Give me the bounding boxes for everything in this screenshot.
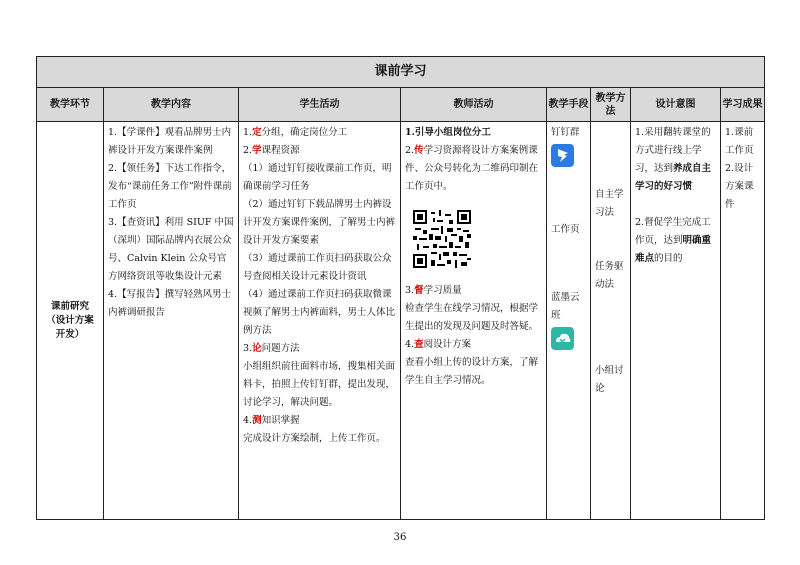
student-subitem: （1）通过钉钉接收课前工作页，明确课前学习任务 [243,163,392,192]
intent-2: 2.督促学生完成工作页，达到明确重难点的目的 [635,217,712,264]
result-item: 1.课前工作页 [725,127,754,156]
results-cell [721,122,765,520]
teacher-step-2: 2.传学习资源将设计方案案例课件、公众号转化为二维码印制在工作页中。 [405,145,539,192]
content-item: 4.【写报告】撰写轻熟风男士内裤调研报告 [108,289,232,318]
means-workpage-label: 工作页 [551,224,580,235]
header-content: 教学内容 [104,88,239,122]
teacher-step-3-text: 检查学生在线学习情况，根据学生提出的发现及问题及时答疑。 [405,303,539,332]
teacher-cell [401,122,547,520]
method-cell [591,122,631,520]
content-item: 2.【领任务】下达工作指令，发布“课前任务工作”附件课前工作页 [108,163,232,210]
header-stage: 教学环节 [37,88,104,122]
student-step-3: 3.论问题方法 [243,343,300,354]
means-lanmo-label: 蓝墨云班 [551,292,580,321]
page-number: 36 [393,532,407,543]
student-step-2: 2.学课程资源 [243,145,300,156]
method-self-study: 自主学习法 [595,189,624,218]
stage-label: 课前研究（设计方案开发） [46,300,94,340]
dingtalk-icon [551,144,574,167]
header-means: 教学手段 [547,88,591,122]
header-intent: 设计意图 [631,88,721,122]
student-subitem: （2）通过钉钉下载品牌男士内裤设计开发方案课件案例，了解男士内裤设计开发方案要素 [243,199,396,246]
lanmo-cloud-icon [551,327,574,350]
content-item: 3.【查资讯】利用 SIUF 中国（深圳）国际品牌内衣展公众号、Calvin Klein 公众号官方网络资讯等收集设计元素 [108,217,234,282]
student-subitem: （3）通过课前工作页扫码获取公众号查阅相关设计元素设计资讯 [243,253,392,282]
qr-code-icon [413,210,471,268]
means-dingtalk-label: 钉钉群 [551,127,580,138]
teacher-step-4-text: 查看小组上传的设计方案，了解学生自主学习情况。 [405,357,539,386]
student-cell [239,122,401,520]
teacher-step-1: 1.引导小组岗位分工 [405,127,491,138]
student-step-4: 4.测知识掌握 [243,415,300,426]
method-group-discussion: 小组讨论 [595,365,624,394]
result-item: 2.设计方案课件 [725,163,754,210]
method-task-driven: 任务驱动法 [595,261,624,290]
stage-cell [37,122,104,520]
intent-cell [631,122,721,520]
student-step-1: 1.定分组，确定岗位分工 [243,127,348,138]
section-title: 课前学习 [37,57,765,88]
student-step-3-text: 小组组织前往面料市场，搜集相关面料卡，拍照上传钉钉群，提出发现，讨论学习，解决问题。 [243,361,396,408]
student-subitem: （4）通过课前工作页扫码获取微课视频了解男士内裤面料，男士人体比例方法 [243,289,396,336]
intent-1: 1.采用翻转课堂的方式进行线上学习，达到养成自主学习的好习惯 [635,127,712,192]
header-results: 学习成果 [721,88,765,122]
teacher-step-3: 3.督学习质量 [405,285,462,296]
content-item: 1.【学课件】观看品牌男士内裤设计开发方案课件案例 [108,127,232,156]
lesson-plan-table [36,56,765,520]
header-method: 教学方法 [591,88,631,122]
header-teacher: 教师活动 [401,88,547,122]
student-step-4-text: 完成设计方案绘制，上传工作页。 [243,433,386,444]
teacher-step-4: 4.查阅设计方案 [405,339,472,350]
means-cell [547,122,591,520]
content-cell [104,122,239,520]
header-student: 学生活动 [239,88,401,122]
